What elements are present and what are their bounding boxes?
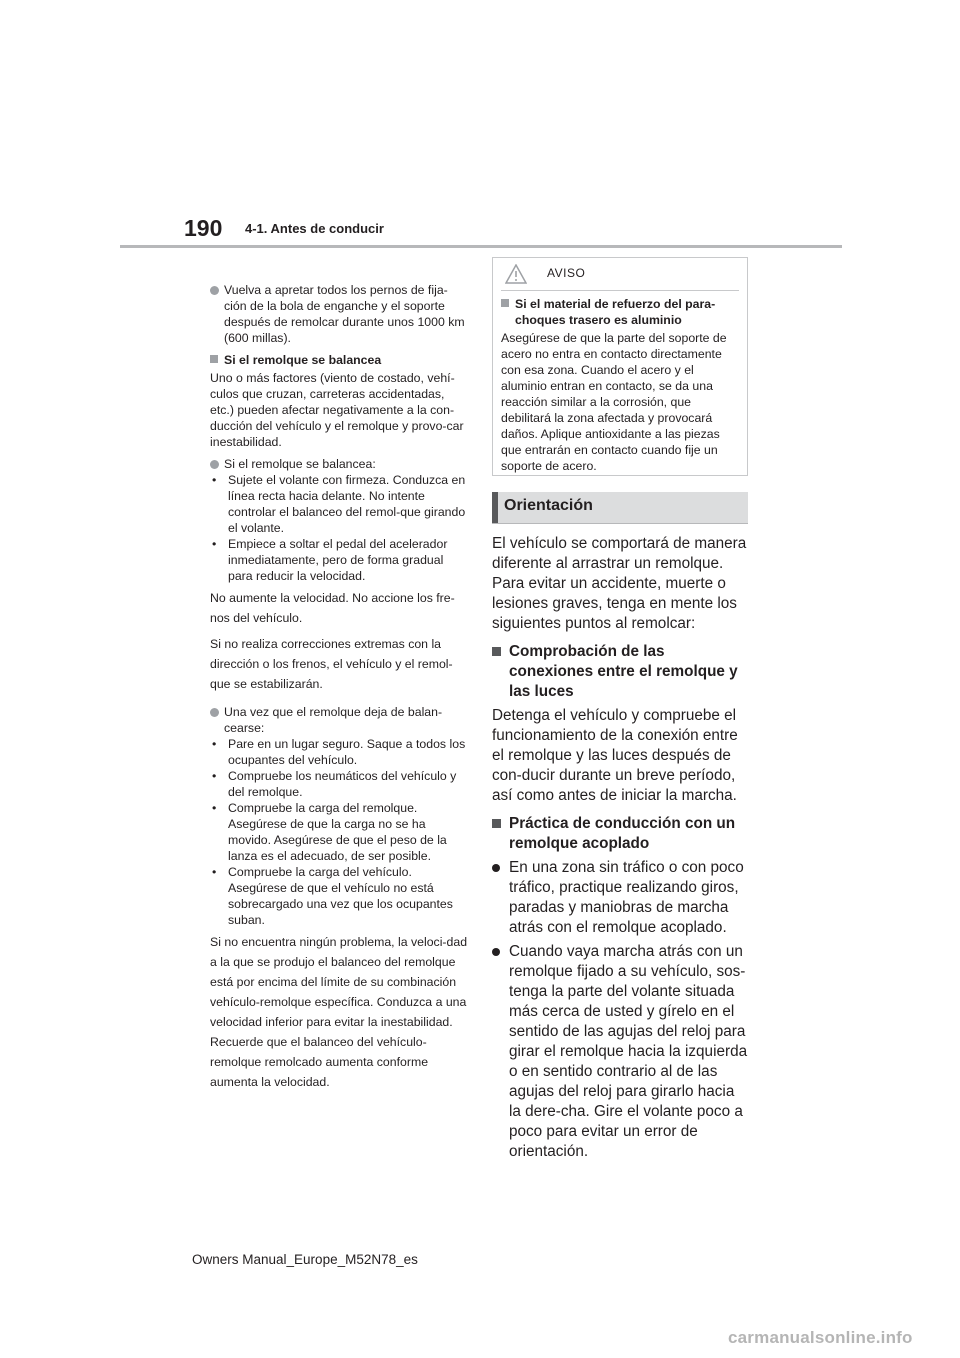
heading-practice: Práctica de conducción con un remolque acoplado (492, 814, 750, 854)
bullet-if-sway: Si el remolque se balancea: (210, 456, 468, 472)
bullet-retighten: Vuelva a apretar todos los pernos de fija-ción de la bola de enganche y el soporte después de remolcar durante unos 1000 km (600 millas). (210, 282, 468, 346)
heading-accent-bar (492, 492, 498, 523)
warning-header (501, 258, 739, 291)
paragraph-stabilize: Si no realiza correcciones extremas con la dirección o los frenos, el vehículo y el remol-que se estabilizarán. (210, 637, 453, 691)
warning-triangle-icon (505, 264, 527, 289)
warning-box (492, 257, 748, 476)
list-item: • Pare en un lugar seguro. Saque a todos los ocupantes del vehículo. (210, 736, 468, 768)
warning-text: Asegúrese de que la parte del soporte de acero no entra en contacto directamente con esa zona. Cuando el acero y el aluminio entran en contacto, se da una reacción similar a la corrosión, que debilitará la zona afectada y provocará daños. Aplique antioxidante a las piezas que entrarán en contacto cuando fije un soporte de acero. (501, 331, 727, 473)
list-item: • Compruebe los neumáticos del vehículo y del remolque. (210, 768, 468, 800)
paragraph-speed-limit: Si no encuentra ningún problema, la veloci-dad a la que se produjo el balanceo del remolque está por encima del límite de su combinación vehículo-remolque específica. Conduzca a una velocidad inferior para evitar la inestabilidad. Recuerde que el balanceo del vehículo-remolque remolcado aumenta conforme aumenta la velocidad. (210, 935, 468, 1089)
left-column (210, 282, 468, 1098)
bullet-reversing: Cuando vaya marcha atrás con un remolque fijado a su vehículo, sos-tenga la parte del volante situada más cerca de usted y gírelo en el sentido de las agujas del reloj para girar el remolque hacia la izquierda o en sentido contrario al de las agujas del reloj para girarlo hacia la dere-cha. Gire el volante poco a poco para evitar un error de orientación. (492, 942, 750, 1162)
paragraph-no-speed: No aumente la velocidad. No accione los fre-nos del vehículo. (210, 591, 455, 625)
heading-connections: Comprobación de las conexiones entre el remolque y las luces (492, 642, 750, 702)
warning-title: AVISO (547, 266, 586, 280)
list-item: • Sujete el volante con firmeza. Conduzca en línea recta hacia delante. No intente controlar el balanceo del remol-que girando el volante. (210, 472, 468, 536)
paragraph-sway-causes: Uno o más factores (viento de costado, vehí-culos que cruzan, carreteras accidentadas, etc.) pueden afectar negativamente a la con-ducción del vehículo y el remolque y provo-car inestabilidad. (210, 371, 464, 449)
orientation-title: Orientación (504, 497, 593, 514)
footer-label: Owners Manual_Europe_M52N78_es (192, 1252, 418, 1267)
paragraph-connections: Detenga el vehículo y compruebe el funcionamiento de la conexión entre el remolque y las luces después de con-ducir durante un breve período, así como antes de iniciar la marcha. (492, 707, 738, 804)
right-column (492, 534, 750, 1166)
warning-body (493, 291, 747, 474)
list-item: • Compruebe la carga del remolque. Asegúrese de que la carga no se ha movido. Asegúrese de que el peso de la lanza es el adecuado, de ser posible. (210, 800, 468, 864)
orientation-intro: El vehículo se comportará de manera diferente al arrastrar un remolque. Para evitar un accidente, muerte o lesiones graves, tenga en mente los siguientes puntos al remolcar: (492, 535, 747, 632)
header-rule (120, 245, 842, 248)
watermark: carmanualsonline.info (728, 1328, 913, 1347)
warning-heading: Si el material de refuerzo del para-choques trasero es aluminio (501, 296, 739, 328)
heading-sway: Si el remolque se balancea (210, 352, 468, 368)
orientation-heading-box (492, 492, 748, 524)
bullet-after-sway: Una vez que el remolque deja de balan-cearse: (210, 704, 468, 736)
bullet-practice: En una zona sin tráfico o con poco tráfico, practique realizando giros, paradas y maniobras de marcha atrás con el remolque acoplado. (492, 858, 750, 938)
list-item: • Compruebe la carga del vehículo. Asegúrese de que el vehículo no está sobrecargado una vez que los ocupantes suban. (210, 864, 468, 928)
section-title: 4-1. Antes de conducir (245, 221, 384, 236)
page-number: 190 (184, 215, 223, 241)
list-item: • Empiece a soltar el pedal del acelerador inmediatamente, pero de forma gradual para reducir la velocidad. (210, 536, 468, 584)
